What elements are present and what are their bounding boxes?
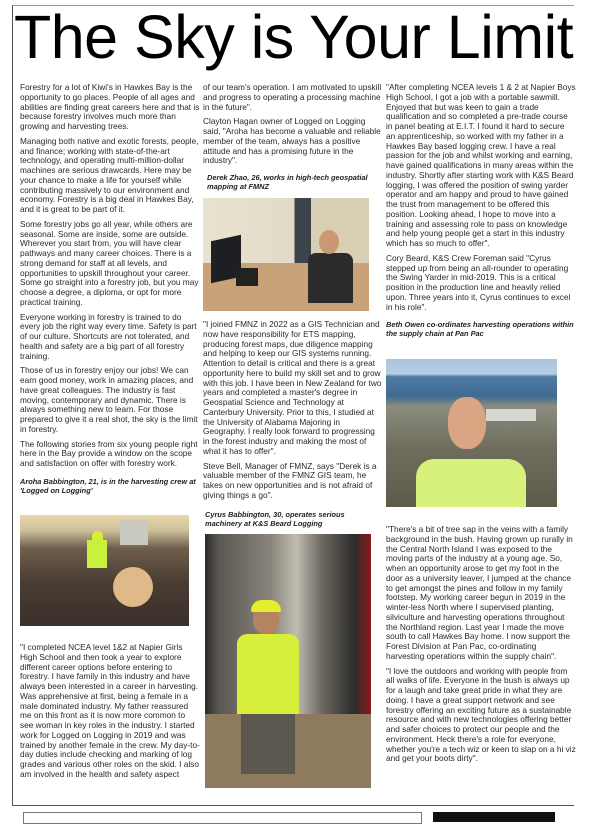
next-article-banner (433, 812, 555, 822)
log-end-shape (113, 567, 153, 607)
helmet-shape (251, 600, 281, 612)
beth-photo (386, 359, 557, 507)
intro-column (20, 83, 200, 500)
helmet-shape (92, 531, 103, 540)
hi-viz-shirt (416, 459, 526, 507)
page-title: The Sky is Your Limit (14, 3, 574, 71)
page-border-bottom (12, 805, 574, 806)
keyboard-shape (236, 268, 258, 286)
derek-quote: "I joined FMNZ in 2022 as a GIS Technician and now have responsibility for ETS mapping, producing forest maps, due diligence mapping and helping to keep our GIS systems running. Attention to detail is critical and there is a great opportunity here to build my skill set and to grow with this job. I have been in New Zealand for two years and completed a master's degree in Geospatial Science and Technology at Canterbury University. Prior to this, I studied at the University of Alabama Majoring in Geography. I really look forward to progressing in the forest industry and making the most of what it has to offer". (203, 319, 382, 456)
cyrus-quote: "After completing NCEA levels 1 & 2 at Napier Boys High School, I got a job with a portable sawmill. Enjoyed that but was keen to gain a trade qualification and so completed a pre-trade course in panel beating at E.I.T. I found it hard to secure an apprenticeship, so worked with my father in a Hawkes Bay based logging crew. I have a real passion for the job and whilst working and earning, have gained qualifications in many areas within the industry. Shortly after starting work with K&S Beard logging, I was offered the position of swing yarder operator and am happy and proud to have gained the trust from management to be offered this position. Looking ahead, I hope to move into a training and assessing role to pass on knowledge and help young people get a start in this industry which has so much to offer". (386, 82, 576, 248)
intro-paragraph: Everyone working in forestry is trained to do every job the right way every time. Safety is part of our culture. Shortcuts are not tolerated, and health and safety are a big part of all forestry training. (20, 311, 197, 361)
intro-paragraph: Those of us in forestry enjoy our jobs! We can earn good money, work in amazing places, and have great colleagues. The industry is fast moving, contemporary and dynamic. There is always something new to learn. For those prepared to give it a real shot, the sky is the limit in forestry. (20, 365, 198, 434)
derek-photo (203, 198, 369, 311)
beth-quote: "There's a bit of tree sap in the veins with a family background in the bush. Having grown up rurally in the Central North Island I was exposed to the moving parts of the industry at a young age. So, when an opportunity arose to get my foot in the door as a university leaver, I jumped at the chance to get amongst the pines and follow in my family footstep. My working career begun in 2019 in the winter-less North where I supervised planting, silviculture and harvesting operations throughout the Northland region. Last year I made the move south to call Hawkes Bay home. I now support the Forest Division at Pan Pac, co-ordinating harvesting operations within the supply chain". (386, 524, 573, 661)
cyrus-endorsement: Cory Beard, K&S Crew Foreman said "Cyrus stepped up from being an all-rounder to operating the Swing Yarder in mid-2019. This is a critical position in the production line and heavily relied upon. Three years into it, Cyrus continues to excel in his role". (386, 252, 571, 312)
person-shape (308, 253, 353, 303)
aroha-quote (20, 643, 200, 785)
hi-viz-jacket (87, 540, 107, 568)
page-border-left (12, 5, 13, 806)
beth-caption: Beth Owen co-ordinates harvesting operations within the supply chain at Pan Pac (386, 320, 574, 339)
aroha-caption: Aroha Babbington, 21, is in the harvesting crew at 'Logged on Logging' (20, 476, 196, 495)
face-shape (448, 397, 486, 449)
shorts-legs-shape (241, 714, 295, 774)
beth-quote-2: "I love the outdoors and working with people from all walks of life. Everyone in the bush is always up for a laugh and take great pride in what they are doing. I have a great support network and see forestry offering an exciting future as a sustainable resource and with new technologies offering better and safer choices to protect our people and the environment. Heck there's a role for everyone, whether you're a tech wiz or keen to slap on a hi viz and get your boots dirty". (386, 665, 576, 764)
aroha-photo (20, 515, 189, 626)
intro-paragraph: The following stories from six young people right here in the Bay provide a window on the scope and satisfaction on offer with forestry work. (20, 438, 198, 468)
beth-text (386, 525, 576, 769)
face-shape (319, 230, 339, 254)
cyrus-caption: Cyrus Babbington, 30, operates serious machinery at K&S Beard Logging (205, 509, 345, 528)
aroha-endorsement: Clayton Hagan owner of Logged on Logging said, "Aroha has become a valuable and reliable member of the team, always has a positive attitude and has a promising future in the industry". (203, 116, 381, 166)
cyrus-text (386, 83, 576, 343)
derek-text (203, 320, 383, 533)
intro-paragraph: Forestry for a lot of Kiwi's in Hawkes Bay is the opportunity to go places. People of all ages and abilities are finding great careers here and that is because forestry involves much more than growing and harvesting trees. (20, 82, 200, 131)
derek-endorsement: Steve Bell, Manager of FMNZ, says "Derek is a valuable member of the FMNZ GIS team, he takes on new opportunities and is not afraid of giving things a go". (203, 460, 377, 500)
aroha-quote-text: "I completed NCEA level 1&2 at Napier Girls High School and then took a year to explore different career options before entering to forestry. I have family in this industry and have always been interested in a career in harvesting. Was apprehensive at first, being a female in a male dominated industry. My father reassured me on this front as it is now more common to see woman in key roles in the industry. I started work for Logged on Logging in 2019 and was trained by another female in the crew. My day-to-day duties include checking and marking of log grades and various other roles on the skid. I also am involved in the health and safety aspect (20, 642, 200, 779)
intro-paragraph: Some forestry jobs go all year, while others are seasonal. Some are inside, some are outside. Wherever you start from, you will have clear pathways and many career choices. There is a strong demand for staff at all levels, and opportunities to upskill throughout your career. Some go straight into a forestry job, but you may choose a degree, a diploma, or opt for more practical training. (20, 218, 199, 307)
aroha-quote-continued: of our team's operation. I am motivated to upskill and progress to operating a processing machine in the future". (203, 82, 382, 112)
cyrus-photo (205, 534, 371, 788)
derek-caption: Derek Zhao, 26, works in high-tech geospatial mapping at FMNZ (207, 173, 368, 191)
hi-viz-vest (237, 634, 299, 714)
intro-paragraph: Managing both native and exotic forests, people, and finance; working with state-of-the-art technology, and operating multi-million-dollar machines are serious drawcards. Here may be your chance to make a life for yourself while contributing massively to our environment and economy. Forestry is a big deal in Hawkes Bay, and it is great to be part of it. (20, 135, 199, 214)
column-two-top (203, 83, 383, 196)
mill-building-shape (486, 409, 536, 421)
truck-shape (120, 520, 148, 545)
next-article-box (23, 812, 422, 824)
